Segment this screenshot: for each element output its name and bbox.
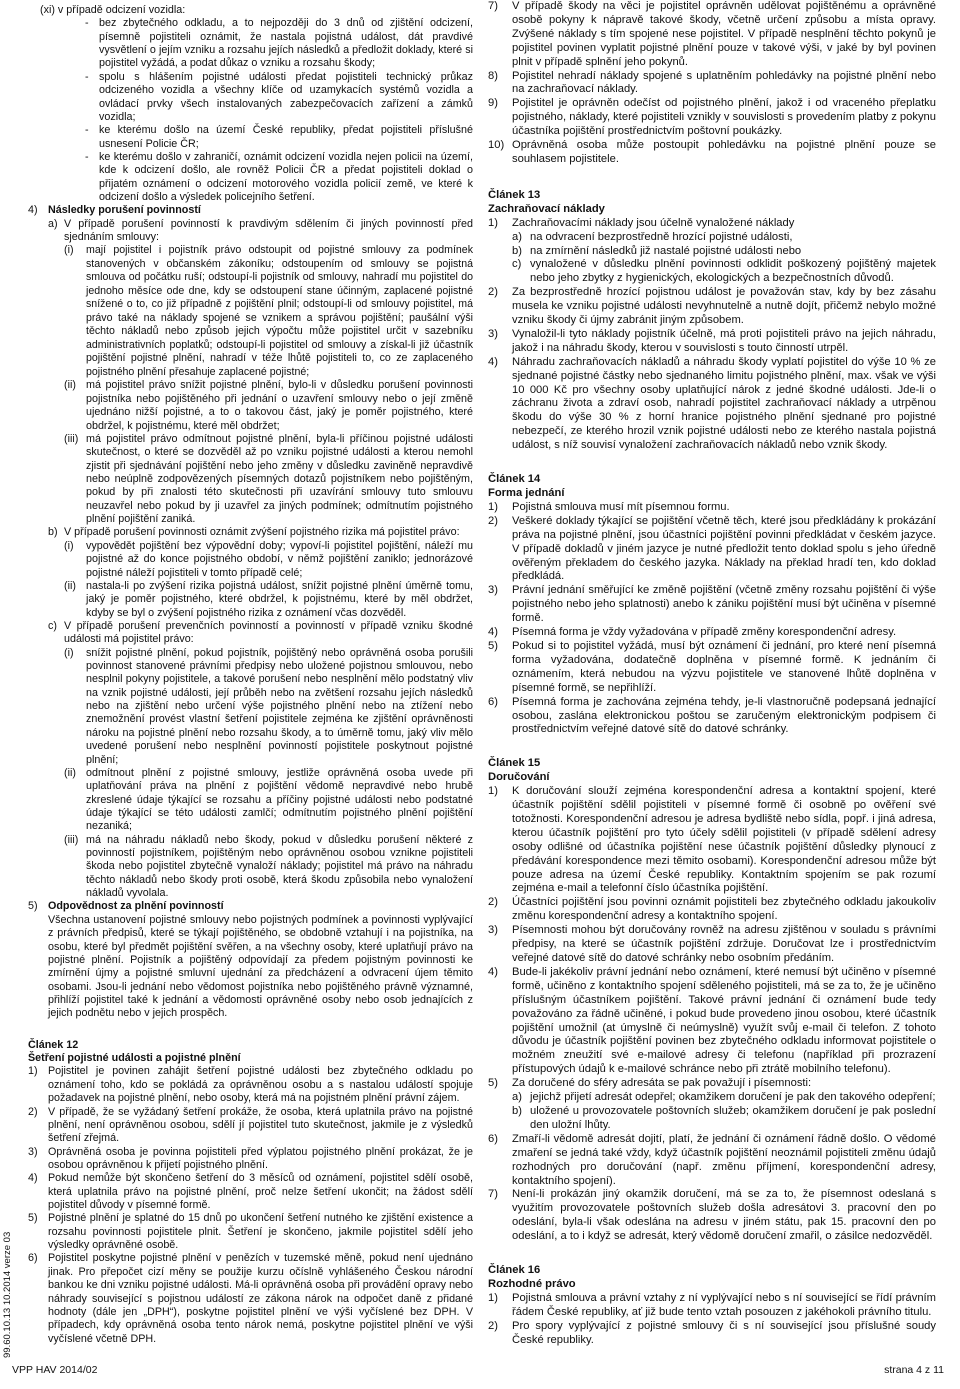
list-item: 6) Písemná forma je zachována zejména tehdy, je-li vlastnoručně podepsaná jednající osobou, zaslána elektronickou poštou se zaručeným elektronickým podpisem či prostřednictvím veřejné datové sítě do datové schránky. — [488, 695, 936, 736]
list-marker: (i) — [64, 646, 74, 659]
list-marker: 6) — [488, 695, 498, 708]
list-marker: b) — [48, 526, 58, 539]
list-marker: c) — [512, 258, 522, 271]
list-marker: 2) — [488, 896, 498, 909]
list-item: (ii) má pojistitel právo snížit pojistné plnění, bylo-li v důsledku porušení povinnosti pojistníka nebo pojištěného při jednání o uzavření smlouvy nebo o její změně ujednáno nižší pojistné, a to o takovou část, jaký je poměr pojistného, které obdržel, k pojistnému, které měl obdržet; — [64, 379, 473, 432]
list-marker: 2) — [488, 1319, 498, 1332]
list-marker: (iii) — [64, 833, 79, 846]
list-item: - bez zbytečného odkladu, a to nejpozději do 3 dnů od zjištění odcizení, písemně pojistiteli oznámit, že nastala pojistná událost, dát pravdivé vysvětlení o jejím vzniku a rozsahu jejích následků a předložit doklady, které si pojistitel vyžádá, a podat důkaz o vzniku a rozsahu škody; — [85, 17, 473, 70]
list-item: 10) Oprávněná osoba může postoupit pohledávku na pojistné plnění pouze se souhlasem pojistitele. — [488, 139, 936, 165]
article-12-continued-list — [488, 0, 936, 167]
list-marker: 4) — [488, 965, 498, 978]
list-item: c) vynaložené v důsledku plnění povinnosti odklidit poškozený pojištěný majetek nebo jeho zbytky z hygienických, ekologických a bezpečnostních důvodů. — [512, 258, 936, 285]
list-marker: a) — [512, 1091, 522, 1104]
list-item: (iii) má na náhradu nákladů nebo škody, pokud v důsledku porušení některé z povinností pojistníkem, pojištěným nebo oprávněnou osobou vznikne pojistiteli škoda nebo pojistitel zbytečně vynaloží náklady; pojistitel má právo na náhradu těchto nákladů nebo škody proti osobě, která škodu způsobila nebo vynaložení nákladů vyvolala. — [64, 833, 473, 900]
right-column — [488, 0, 936, 1347]
list-marker: - — [85, 17, 89, 30]
xi-list — [85, 17, 473, 204]
list-marker: (iii) — [64, 432, 79, 445]
list-item: - ke kterému došlo v zahraničí, oznámit odcizení vozidla nejen policii na území, kde k odcizení došlo, ale rovněž Policii ČR a předat pojistiteli doklad o přijatém oznámení o odcizení motorového vozidla policií země, ve které k odcizení došlo a výsledek policejního šetření. — [85, 150, 473, 204]
list-marker: 2) — [28, 1105, 38, 1118]
section-4a: a) V případě porušení povinností k pravdivým sdělením či jiných povinností před sjednáním smlouvy: — [48, 217, 473, 244]
list-marker: 3) — [488, 584, 498, 597]
list-item: - spolu s hlášením pojistné události předat pojistiteli technický průkaz odcizeného vozidla a všechny klíče od uzamykacích systémů vozidla a ovládací prvky všech instalovaných zabezpečovacích zařízení a zámků vozidla; — [85, 70, 473, 123]
list-item: (ii) odmítnout plnění z pojistné smlouvy, jestliže oprávněná osoba uvede při uplatňování práva na plnění z pojištění vědomě nepravdivé nebo hrubě zkreslené údaje týkající se rozsahu a příčiny pojistné události nebo podstatné údaje týkající se této události zamlčí; odmítnutím pojistného plnění pojištění nezaniká; — [64, 766, 473, 833]
section-4-body — [48, 218, 473, 901]
list-marker: a) — [512, 230, 522, 243]
list-marker: 2) — [488, 514, 498, 527]
list-marker: 5) — [28, 900, 38, 913]
section-4c-list — [64, 647, 473, 901]
section-4-heading: 4) Následky porušení povinností — [28, 204, 201, 217]
article-16-list — [488, 1292, 936, 1348]
list-item: 6) Pojistitel poskytne pojistné plnění v penězích v tuzemské měně, pokud není ujednáno jinak. Pro přepočet cizí měny se použije kurzu očíslně vyhlášeného Českou národní bankou ke dni vzniku pojistné události. Má-li oprávněná osoba při provádění opravy nebo náhrady související s pojistnou událostí ze zákona nárok na odpočet daně z přidané hodnoty (dále jen „DPH“), poskytne pojistitel plnění ve výši vyčíslené bez DPH. V případech, kdy oprávněná osoba tento nárok nemá, poskytne pojistitel plnění ve výši vyčíslené včetně DPH. — [28, 1252, 473, 1345]
list-marker: 7) — [488, 0, 498, 12]
list-item: 3) Právní jednání směřující ke změně pojištění (včetně změny rozsahu pojištění či výše pojistného nebo jeho splatnosti) anebo k zániku pojištění musí být učiněna v písemné formě. — [488, 584, 936, 625]
list-marker: 3) — [488, 327, 498, 340]
article-13-list — [488, 286, 936, 453]
list-item: a) jejichž přijetí adresát odepřel; okamžikem doručení je pak den takového odepření; — [512, 1091, 936, 1104]
list-item: 8) Pojistitel nehradí náklady spojené s uplatněním pohledávky na pojistné plnění nebo na zachraňovací náklady. — [488, 69, 936, 96]
list-marker: 5) — [488, 1077, 498, 1090]
list-item: 1) Pojistitel je povinen zahájit šetření pojistné události bez zbytečného odkladu po oznámení toho, kdo se pokládá za oprávněnou osobu a s nastalou událostí spojuje požadavek na pojistné plnění, nebo osoby, která má na pojistném plnění právní zájem. — [28, 1065, 473, 1105]
list-item: (iii) má pojistitel právo odmítnout pojistné plnění, byla-li příčinou pojistné události skutečnost, o které se dozvěděl až po vzniku pojistné události a kterou nemohl zjistit při sjednávání pojištění nebo jeho změny v důsledku zaviněně nepravdivě nebo neúplně zodpovězených písemných dotazů pojistníkem nebo pojištěným, pokud by při znalosti této skutečnosti při uzavírání smlouvy tuto smlouvu neuzavřel nebo pokud by ji uzavřel za jiných podmínek; odmítnutím pojistného plnění pojištění zaniká. — [64, 432, 473, 526]
list-item: 5) Pojistné plnění je splatné do 15 dnů po ukončení šetření nutného ke zjištění existence a rozsahu povinnosti pojistitele plnit. Šetření je skončeno, jakmile pojistitel sdělí jeho výsledky oprávněné osobě. — [28, 1212, 473, 1252]
list-item: 3) Písemnosti mohou být doručovány rovněž na adresu zjištěnou v souladu s právními předpisy, na které se účastník pojištění zdržuje. Doručovat lze i prostřednictvím veřejné datové sítě do datové schránky nebo osobním předáním. — [488, 924, 936, 964]
list-item: 4) Pokud nemůže být skončeno šetření do 3 měsíců od oznámení, pojistitel sdělí osobě, která uplatnila právo na pojistné plnění, proč nelze šetření ukončit; na žádost sdělí pojistitel důvody v písemné formě. — [28, 1172, 473, 1212]
list-item: 2) Veškeré doklady týkající se pojištění včetně těch, které jsou předkládány k prokázání práva na pojistné plnění, jsou účastníci pojištění povinni předkládat v českém jazyce. V případě dokladů v jiném jazyce je nutné předložit tento doklad spolu s jeho úředně ověřeným překladem do českého jazyka. Náklady na překlad hradí ten, kdo doklad předkládá. — [488, 514, 936, 583]
list-item: 4) Náhradu zachraňovacích nákladů a náhradu škody vyplatí pojistitel do výše 10 % ze sjednané pojistné částky nebo sjednaného limitu pojistného plnění, max. však ve výši 10 000 Kč pro všechny osoby uplatňující nárok z jedné škodné události. Jde-li o záchranu života a zdraví osob, nahradí pojistitel zachraňovací náklady a utrpěnou škodu do výše 30 % z horní hranice pojistného plnění sjednané pro pojistné nebezpečí, ze kterého hrozil vznik pojistné události nebo ze kterého nastala pojistná událost, s níž souvisí vynaložení zachraňovacích nákladů nebo vznik škody. — [488, 355, 936, 452]
article-12-title: Šetření pojistné události a pojistné plnění — [28, 1052, 241, 1065]
xi-intro: (xi) v případě odcizení vozidla: — [40, 4, 186, 16]
list-item: 3) Oprávněná osoba je povinna pojistiteli před výplatou pojistného plnění prokázat, že je osobou oprávněnou k přijetí pojistného plnění. — [28, 1145, 473, 1171]
footer-page-number: strana 4 z 11 — [884, 1364, 944, 1376]
article-15-list — [488, 785, 936, 1244]
list-marker: 4) — [28, 204, 38, 217]
list-marker: (ii) — [64, 766, 76, 779]
list-item: 7) V případě škody na věci je pojistitel oprávněn udělovat pojištěnému a oprávněné osobě pokyny k nápravě takové škody, včetně určení způsobu a místa opravy. Zvýšené náklady s tím spojené nese pojistitel. V případě nesplnění těchto pokynů je pojistitel povinen vyplatit pojistné plnění pouze v takové výši, v jaké by byl povinen plnit v případě splnění jeho pokynů. — [488, 0, 936, 68]
list-marker: 2) — [488, 286, 498, 299]
list-marker: 4) — [488, 626, 498, 639]
list-marker: 6) — [488, 1132, 498, 1145]
list-marker: 4) — [488, 355, 498, 368]
section-4a-list — [64, 244, 473, 526]
section-4b: b) V případě porušení povinnosti oznámit zvýšení pojistného rizika má pojistitel právo: — [48, 526, 460, 539]
list-marker: (ii) — [64, 579, 76, 592]
list-marker: b) — [512, 244, 522, 257]
list-item: 3) Vynaložil-li tyto náklady pojistník účelně, má proti pojistiteli právo na jejich náhradu, jakož i na náhradu škody, kterou v souvislosti s touto činností utrpěl. — [488, 327, 936, 354]
article-16-title: Rozhodné právo — [488, 1277, 576, 1290]
list-marker: - — [85, 150, 89, 163]
list-marker: 7) — [488, 1188, 498, 1201]
list-item: - ke kterému došlo na území České republiky, předat pojistiteli příslušné usnesení Policie ČR; — [85, 124, 473, 150]
list-marker: c) — [48, 619, 57, 632]
list-marker: 3) — [488, 924, 498, 937]
article-13-number: Článek 13 — [488, 188, 541, 201]
list-item: 4) Bude-li jakékoliv právní jednání nebo oznámení, které nemusí být učiněno v písemné formě, učiněno z kontaktního spojení sděleného pojistiteli, má se za to, že je učiněno příslušným účastníkem pojištění. Takové právní jednání či oznámení bude tedy považováno za řádně učiněné, i pokud bude provedeno jinou osobou, které účastník pojištění umožnil (at úmyslně či neúmyslně) využít svůj e-mail či telefon. Z tohoto důvodu je účastník pojištění povinen bez zbytečného odkladu informovat pojistitele o možném zneužití své e-mailové adresy či telefonu (například při prozrazení přístupových údajů k e-mailové schránce nebo při ztrátě mobilního telefonu). — [488, 965, 936, 1076]
list-marker: - — [85, 124, 89, 137]
list-marker: 1) — [488, 216, 498, 229]
list-item: 5) Pokud si to pojistitel vyžádá, musí být oznámení či jednání, pro které není písemná forma vyžadována, dodatečně doplněna v písemné formě. K jednáním či oznámením, která nebudou na výzvu pojistitele ve stanovené lhůtě doplněna v písemné formě, se nepřihlíží. — [488, 639, 936, 694]
section-4c: c) V případě porušení prevenčních povinností a povinností v případě vzniku škodné události má pojistitel právo: — [48, 619, 473, 646]
article-15-sublist — [512, 1091, 936, 1133]
list-item: (i) snížit pojistné plnění, pokud pojistník, pojištěný nebo oprávněná osoba porušili povinnost stanovené právními předpisy nebo uložené pojistnou smlouvou, nebo nesplnil pokyny pojistitele, a takové porušení nebo nesplnění mělo podstatný vliv na vznik pojistné události, její průběh nebo na zvětšení rozsahu jejích následků nebo na zjištění nebo určení výše pojistného plnění nebo na ztížení nebo znemožnění provést vlastní šetření pojistitele zejména ke zjištění oprávněnosti nároku na pojistné plnění nebo rozsahu škody, a to úměrně tomu, jaký vliv mělo uvedené porušení nebo nesplnění povinností pojistitele poskytnout pojistné plnění; — [64, 646, 473, 766]
article-12-number: Článek 12 — [28, 1038, 79, 1051]
list-item: b) na zmírnění následků již nastalé pojistné události nebo — [512, 244, 802, 257]
article-14-list — [488, 501, 936, 737]
list-item: 9) Pojistitel je oprávněn odečíst od pojistného plnění, jakož i od vraceného přeplatku pojistného, náklady, které pojistiteli vznikly v souvislosti s provedením platby z pokynu účastníka pojištění prostřednictvím poštovní poukázky. — [488, 97, 936, 138]
article-14-title: Forma jednání — [488, 487, 565, 499]
article-12-list — [28, 1065, 473, 1346]
list-item: 1) Pojistná smlouva a právní vztahy z ní vyplývající nebo s ní související se řídí právním řádem České republiky, ať již bude tento vztah posouzen z jakéhokoli právního titulu. — [488, 1291, 936, 1318]
list-item: (i) vypovědět pojištění bez výpovědní doby; vypoví-li pojistitel pojištění, náleží mu pojistné až do konce pojistného období, v němž pojištění zaniklo; jednorázové pojistné náleží pojistiteli v tomto případě celé; — [64, 539, 473, 579]
list-marker: 8) — [488, 69, 498, 82]
list-marker: 1) — [488, 785, 498, 798]
list-item: 2) Pro spory vyplývající z pojistné smlouvy či s ní související jsou příslušné soudy České republiky. — [488, 1319, 936, 1346]
article-13-title: Zachraňovací náklady — [488, 202, 605, 215]
article-14-number: Článek 14 — [488, 473, 541, 486]
list-item: 1) Pojistná smlouva musí mít písemnou formu. — [488, 500, 730, 513]
list-marker: 6) — [28, 1252, 38, 1265]
list-item: (i) mají pojistitel i pojistník právo odstoupit od pojistné smlouvy za podmínek stanovených v občanském zákoníku; odstoupením od smlouvy se pojistná smlouva od počátku ruší; odstoupí-li pojistník od smlouvy, nahradí mu pojistitel do jednoho měsíce ode dne, kdy se odstoupení stane účinným, zaplacené pojistné snížené o to, co již případně z pojištění plnil; odstoupí-li od smlouvy pojistitel, má právo také na náklady spojené se vznikem a správou pojištění; paušální výši těchto nákladů nebo způsob jejich výpočtu může pojistitel určit v sazebníku administrativních poplatků; odstoupí-li pojistitel od smlouvy a získal-li již účastník pojištění pojistné plnění, nahradí v téže lhůtě pojistiteli to, co ze zaplaceného pojistného plnění přesahuje zaplacené pojistné; — [64, 244, 473, 378]
list-item: 6) Zmaří-li vědomě adresát dojití, platí, že jednání či oznámení řádně došlo. O vědomé zmaření se jedná také vždy, když účastník pojištění neoznámil pojistiteli změnu údajů rozhodných pro doručování (např. změnu příjmení, korespondenční adresy, kontaktního spojení). — [488, 1132, 936, 1187]
list-item: 7) Není-li prokázán jiný okamžik doručení, má se za to, že písemnost odeslaná s využitím provozovatele poštovních služeb došla adresátovi 3. pracovní den po odeslání, byla-li však odeslána na adresu v jiném státu, pak 15. pracovní den po odeslání, a to i když se adresát, který vědomě doručení zmařil, o zásilce nedozvěděl. — [488, 1188, 936, 1243]
list-item: b) uložené u provozovatele poštovních služeb; okamžikem doručení je pak poslední den uložní lhůty. — [512, 1104, 936, 1131]
footer-document-id: VPP HAV 2014/02 — [12, 1364, 98, 1376]
list-marker: 9) — [488, 97, 498, 110]
list-item: 5) Za doručené do sféry adresáta se pak považují i písemnosti: — [488, 1077, 812, 1090]
list-marker: 5) — [488, 639, 498, 652]
list-marker: 3) — [28, 1145, 38, 1158]
list-item: a) na odvracení bezprostředně hrozící pojistné události, — [512, 230, 793, 243]
list-marker: b) — [512, 1104, 522, 1117]
article-15-number: Článek 15 — [488, 757, 541, 770]
list-item: 2) Účastníci pojištění jsou povinni oznámit pojistiteli bez zbytečného odkladu jakoukoliv změnu korespondenční adresy a kontaktního spojení. — [488, 896, 936, 923]
list-marker: 1) — [488, 1291, 498, 1304]
list-marker: (i) — [64, 244, 74, 257]
section-4b-list — [64, 540, 473, 620]
list-marker: 10) — [488, 139, 505, 152]
list-item: 2) V případě, že se vyžádaný šetření prokáže, že osoba, která uplatnila právo na pojistné plnění, není oprávněnou osobou, sdělí jí pojistitel tuto skutečnost, jakmile je z výsledků šetření zřejmá. — [28, 1105, 473, 1145]
article-15-title: Doručování — [488, 771, 550, 784]
list-marker: - — [85, 70, 89, 83]
list-marker: (i) — [64, 539, 74, 552]
list-marker: 5) — [28, 1212, 38, 1225]
left-column — [28, 0, 473, 1346]
list-marker: (ii) — [64, 379, 76, 392]
section-5-text: Všechna ustanovení pojistné smlouvy nebo pojistných podmínek a povinnosti vyplývající z právních předpisů, které se týkají pojištěného, se obdobně vztahují i na pojistníka, na osobu, které byl předmět pojištění svěřen, a na všechny osoby, které uplatňují právo na pojistné plnění. Pojistník a pojištěný odpovídají za předem pojistným povinnosti ke zmírnění újmy a pojistné smluvní ujednání za předcházení a odvracení újem těmito osobami. Jsou-li jednání nebo vědomost pojistníka nebo pojištěného právně významné, přihlíží pojistitel také k jednání a vědomosti oprávněné osoby nebo osob jednajících z jejich podnětu nebo v jejich prospěch. — [48, 913, 473, 1020]
list-item: 2) Za bezprostředně hrozící pojistnou událost je považován stav, kdy by bez zásahu musela ke vzniku pojistné události nevyhnutelně a nutně dojít, přičemž nebylo možné vzniku škody či újmy zabránit jiným způsobem. — [488, 286, 936, 327]
list-item: 4) Písemná forma je vždy vyžadována v případě změny korespondenční adresy. — [488, 626, 897, 639]
side-document-code: 99.60.10.13 10.2014 verze 03 — [2, 1231, 13, 1358]
article-13-sublist — [512, 231, 936, 287]
list-marker: 1) — [488, 500, 498, 513]
list-marker: 4) — [28, 1172, 38, 1185]
article-16-number: Článek 16 — [488, 1264, 541, 1277]
list-item: 1) Zachraňovacími náklady jsou účelně vynaložené náklady — [488, 216, 795, 229]
list-item: (ii) nastala-li po zvýšení rizika pojistná událost, snížit pojistné plnění úměrně tomu, jaký je poměr pojistného, které obdržel, k pojistnému, které by měl obdržet, kdyby se byl o zvýšení pojistného rizika z oznámení včas dozvěděl. — [64, 579, 473, 619]
list-marker: 1) — [28, 1065, 38, 1078]
section-5-heading: 5) Odpovědnost za plnění povinností — [28, 900, 224, 913]
list-item: 1) K doručování slouží zejména korespondenční adresa a kontaktní spojení, které účastník pojištění sdělil pojistiteli v písemné formě či osobně po ověření své totožnosti. Korespondenční adresou je adresa bydliště nebo sídla, popř. i jiná adresa, kterou účastník pojištění pro tyto účely sdělil pojistiteli (v případě sdělení adresy osoby odlišné od účastníka pojištění nese účastník pojištění důsledky plynoucí z předávání korespondence mezi těmito osobami). Korespondenční adresou může být pouze adresa na území České republiky. Kontaktním spojením se pak rozumí zejména e-mail a telefonní číslo účastníka pojištění. — [488, 785, 936, 895]
list-marker: a) — [48, 217, 58, 230]
